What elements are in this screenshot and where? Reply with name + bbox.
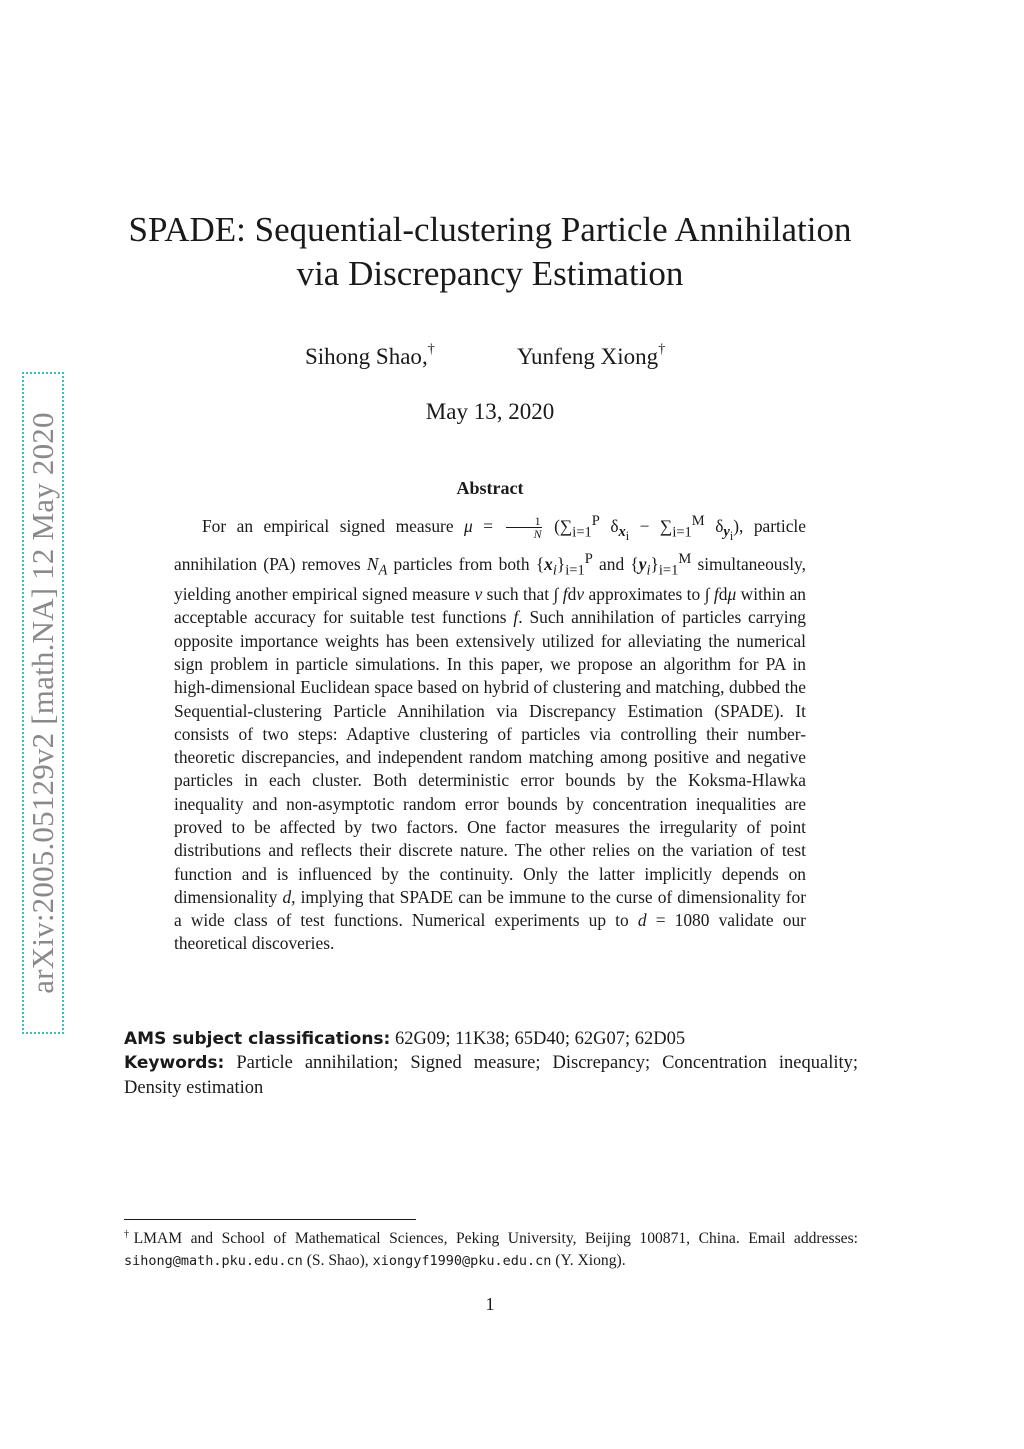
author-1: Sihong Shao,† xyxy=(305,342,435,369)
ams-classifications xyxy=(124,1027,858,1052)
footnote-who-2: (Y. Xiong). xyxy=(555,1251,626,1269)
arxiv-identifier: arXiv:2005.05129v2 [math.NA] 12 May 2020 xyxy=(25,412,60,994)
abstract-heading: Abstract xyxy=(456,478,524,498)
formula-na: $N_A$ xyxy=(366,554,388,579)
abstract-text-11: validate our theoretical discoveries. xyxy=(174,910,806,954)
ams-value: 62G09; 11K38; 65D40; 62G07; 62D05 xyxy=(394,1029,686,1049)
abstract-text-4: and xyxy=(599,554,625,575)
abstract-text-8: within an acceptable accuracy for suitable test functions xyxy=(174,584,806,628)
email-link-2[interactable]: xiongyf1990@pku.edu.cn xyxy=(372,1252,552,1269)
author-1-affiliation-mark: † xyxy=(427,342,435,358)
formula-sum: ($\sum_{i=1}^P$ $\delta_{x_i} - \sum_{i=1}^M$ $\delta_{y_i}$) xyxy=(554,513,739,544)
page-number: 1 xyxy=(485,1294,495,1314)
formula-nu: ν xyxy=(474,584,483,605)
abstract-text-1: For an empirical signed measure xyxy=(202,515,454,536)
formula-mu: μ xyxy=(464,515,473,536)
formula-x-set: $\{x_i\}_{i=1}^P$ xyxy=(535,551,593,579)
title-line-2: via Discrepancy Estimation xyxy=(296,254,684,293)
title-line-1: SPADE: Sequential-clustering Particle Annihilation xyxy=(128,210,852,249)
author-list xyxy=(0,344,1024,374)
abstract-text-5: simultaneously, yielding another empirical signed measure xyxy=(174,554,806,605)
abstract-text-9: . Such annihilation of particles carrying opposite importance weights has been extensively utilized for alleviating the numerical sign problem in particle simulations. In this paper, we propose an algorithm for PA in high-dimensional Euclidean space based on hybrid of clustering and matching, dubbed the Sequential-clustering Particle Annihilation via Discrepancy Estimation (SPADE). It consists of two steps: Adaptive clustering of particles via controlling their number-theoretic discrepancies, and independent random matching among positive and negative particles in each cluster. Both deterministic error bounds by the Koksma-Hlawka inequality and non-asymptotic random error bounds by concentration inequalities are proved to be affected by two factors. One factor measures the irregularity of point distributions and reflects their discrete nature. The other relies on the variation of test function and is influenced by the continuity. Only the latter implicitly depends on dimensionality xyxy=(174,607,806,907)
formula-integral-nu: ∫ fdν xyxy=(553,584,585,605)
abstract-text-2: , particle annihilation (PA) removes xyxy=(174,515,806,575)
arxiv-stamp xyxy=(22,372,64,1034)
paper-title xyxy=(100,208,880,296)
footnote-who-1: (S. Shao), xyxy=(306,1251,369,1269)
abstract-text-3: particles from both xyxy=(393,554,530,575)
footnote xyxy=(124,1224,858,1272)
ams-label: AMS subject classifications: xyxy=(124,1029,391,1049)
formula-y-set: $\{y_i\}_{i=1}^M$ xyxy=(630,551,692,579)
keywords-value: Particle annihilation; Signed measure; Discrepancy; Concentration inequality; Density estimation xyxy=(124,1053,859,1098)
formula-f: f xyxy=(513,607,519,628)
author-2-name: Yunfeng Xiong xyxy=(517,344,659,369)
formula-d: d xyxy=(282,886,292,907)
formula-d-1080: d = 1080 xyxy=(637,910,710,931)
author-2 xyxy=(517,344,665,370)
abstract-text-7: approximates to xyxy=(588,584,701,605)
keywords-label: Keywords: xyxy=(124,1053,225,1073)
footnote-rule xyxy=(124,1219,416,1220)
formula-integral-mu: ∫ fdμ xyxy=(704,584,737,605)
abstract-text-6: such that xyxy=(486,584,550,605)
author-2-affiliation-mark: † xyxy=(658,342,666,358)
email-link-1[interactable]: sihong@math.pku.edu.cn xyxy=(124,1252,303,1269)
abstract-body: For an empirical signed measure μ = $\frac{1}{N}$ ($\sum_{i=1}^P$ $\delta_{x_i} - \sum_{i=1}^M$ $\delta_{y_i}$), particle annihilation (PA) removes $N_A$ particles from both $\{x_i\}_{i=1}^P$ and $\{y_i\}_{i=1}^M$ simultaneously, yielding another empirical signed measure ν such that ∫ fdν approximates to ∫ fdμ within an acceptable accuracy for suitable test functions f. Such annihilation of particles carrying opposite importance weights has been extensively utilized for alleviating the numerical sign problem in particle simulations. In this paper, we propose an algorithm for PA in high-dimensional Euclidean space based on hybrid of clustering and matching, dubbed the Sequential-clustering Particle Annihilation via Discrepancy Estimation (SPADE). It consists of two steps: Adaptive clustering of particles via controlling their number-theoretic discrepancies, and independent random matching among positive and negative particles in each cluster. Both deterministic error bounds by the Koksma-Hlawka inequality and non-asymptotic random error bounds by concentration inequalities are proved to be affected by two factors. One factor measures the irregularity of point distributions and reflects their discrete nature. The other relies on the variation of test function and is influenced by the continuity. Only the latter implicitly depends on dimensionality d, implying that SPADE can be immune to the curse of dimensionality for a wide class of test functions. Numerical experiments up to d = 1080 validate our theoretical discoveries. xyxy=(174,513,806,954)
paper-date: May 13, 2020 xyxy=(425,399,555,424)
footnote-mark: † xyxy=(124,1229,134,1240)
keywords xyxy=(124,1051,858,1100)
abstract-text-10: , implying that SPADE can be immune to the curse of dimensionality for a wide class of test functions. Numerical experiments up to xyxy=(174,886,806,931)
author-1-name: Sihong Shao xyxy=(305,344,422,369)
formula-fraction: $\frac{1}{N}$ xyxy=(506,515,542,540)
footnote-affiliation: LMAM and School of Mathematical Sciences, Peking University, Beijing 100871, China. Email addresses: xyxy=(133,1230,859,1248)
